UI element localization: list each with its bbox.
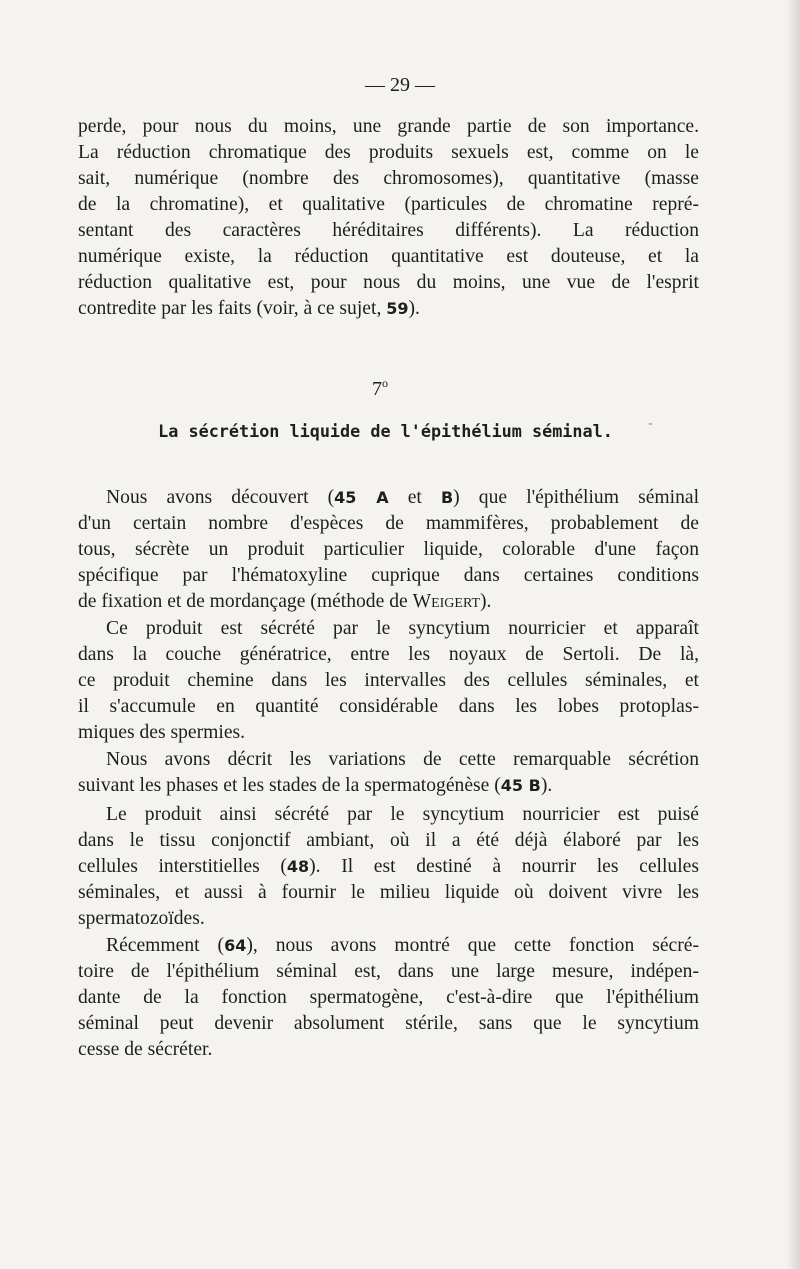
text-line: dans la couche génératrice, entre les noyaux de Sertoli. De là, [78,644,699,665]
bibliography-reference: B [440,488,454,507]
text-line: dante de la fonction spermatogène, c'est-à-dire que l'épithélium [78,987,699,1008]
text-line: spécifique par l'hématoxyline cuprique dans certaines conditions [78,565,699,586]
text-run: de fixation et de mordançage (méthode de [78,591,413,612]
paragraph-recemment [78,933,699,1063]
text-line: toire de l'épithélium séminal est, dans une large mesure, indépen- [78,961,699,982]
text-line: spermatozoïdes. [78,908,205,929]
text-line: Le produit ainsi sécrété par le syncytium nourricier est puisé [106,804,699,825]
text-run: ) que l'épithélium séminal [453,487,700,508]
text-line: La réduction chromatique des produits sexuels est, comme on le [78,142,699,163]
text-line: ce produit chemine dans les intervalles des cellules séminales, et [78,670,699,691]
text-line: tous, sécrète un produit particulier liquide, colorable d'une façon [78,539,699,560]
text-line: numérique existe, la réduction quantitative est douteuse, et la [78,246,699,267]
text-line: dans le tissu conjonctif ambiant, où il a été déjà élaboré par les [78,830,699,851]
text-run: ), nous avons montré que cette fonction sécré- [246,935,699,956]
text-line: il s'accumule en quantité considérable dans les lobes protoplas- [78,696,699,717]
text-run: Récemment ( [106,935,225,956]
page-number: — 29 — [365,74,435,96]
text-line [78,933,699,959]
text-line [78,589,699,615]
bibliography-reference: 59 [386,299,409,318]
bibliography-reference: 45 A [334,488,389,507]
text-line: cesse de sécréter. [78,1039,213,1060]
text-run: ). [408,298,420,319]
text-line [78,854,699,880]
text-line: Ce produit est sécrété par le syncytium nourricier et apparaît [106,618,699,639]
text-line: miques des spermies. [78,722,246,743]
text-line: de la chromatine), et qualitative (particules de chromatine repré- [78,194,699,215]
page-edge-shadow [786,0,800,1269]
bibliography-reference: 64 [224,936,247,955]
text-line [78,773,699,799]
paragraph-decouverte [78,485,699,615]
paragraph-produit-secrete [78,616,699,746]
text-run: ). [540,775,553,796]
section-number-ordinal: o [382,376,388,390]
text-run: Nous avons découvert ( [106,487,335,508]
author-name: Weigert [412,591,481,612]
text-run: ). [480,591,492,612]
text-line: séminal peut devenir absolument stérile, sans que le syncytium [78,1013,699,1034]
text-run: ). Il est destiné à nourrir les cellules [309,856,699,877]
text-run: et [388,487,441,508]
text-line: réduction qualitative est, pour nous du moins, une vue de l'esprit [78,272,699,293]
text-line: séminales, et aussi à fournir le milieu liquide où doivent vivre les [78,882,699,903]
bibliography-reference: 48 [286,857,310,876]
text-run: cellules interstitielles ( [78,856,287,877]
text-line: Nous avons décrit les variations de cette remarquable sécrétion [106,749,699,770]
text-run: contredite par les faits (voir, à ce sujet, [78,298,387,319]
paragraph-reduction-chromatique [78,114,699,322]
paragraph-produit-puise [78,802,699,932]
section-title: La sécrétion liquide de l'épithélium séminal. [158,421,613,441]
text-line: sentant des caractères héréditaires différents). La réduction [78,220,699,241]
margin-mark: - [648,416,653,431]
text-line: d'un certain nombre d'espèces de mammifères, probablement de [78,513,699,534]
text-run: suivant les phases et les stades de la spermatogénèse ( [78,775,501,796]
paragraph-variations [78,747,699,799]
text-line [78,485,699,511]
section-number [0,376,760,401]
text-line: perde, pour nous du moins, une grande partie de son importance. [78,116,699,137]
section-number-value: 7 [372,378,382,400]
text-line [78,296,699,322]
text-line: sait, numérique (nombre des chromosomes), quantitative (masse [78,168,699,189]
bibliography-reference: 45 B [500,776,541,795]
